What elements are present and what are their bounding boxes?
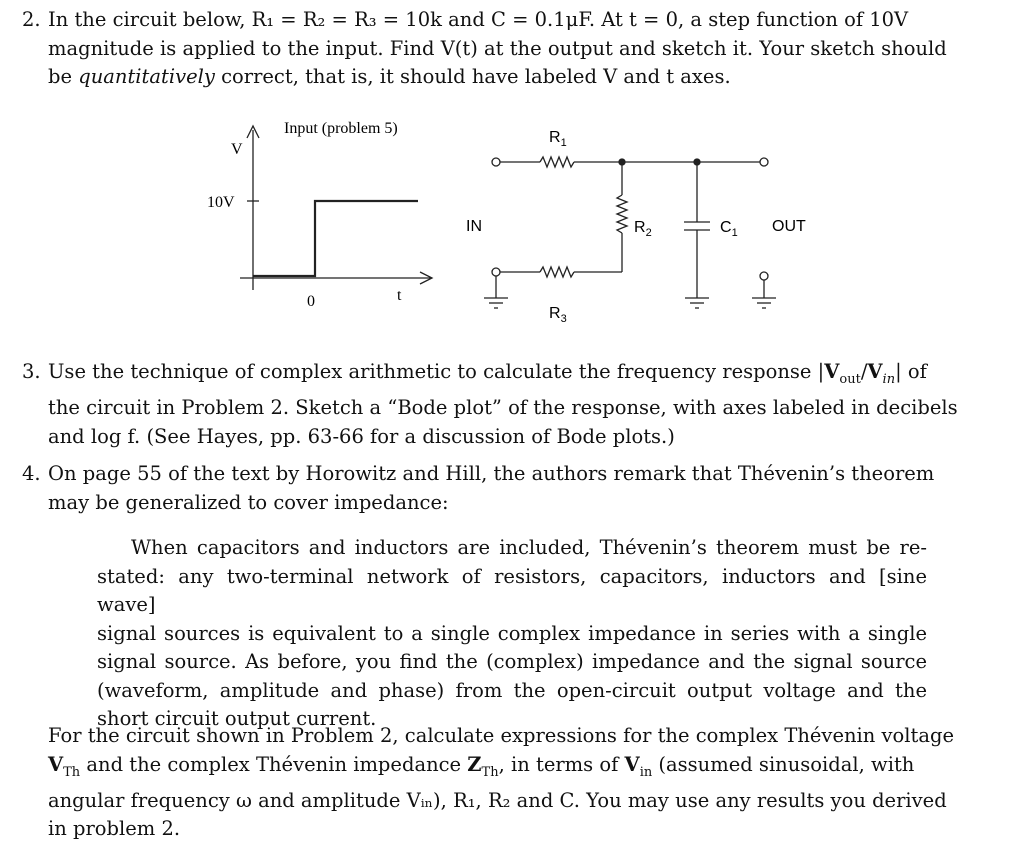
task-line-2-mid2: , in terms of (498, 752, 625, 776)
task-line-2 (48, 751, 978, 787)
problem-4-task (48, 722, 978, 844)
c1-label: $C_1$ (720, 219, 738, 239)
problem-2-line-2: magnitude is applied to the input. Find V(t) at the output and sketch it. Your sketch should (48, 36, 947, 60)
task-line-4: in problem 2. (48, 817, 181, 841)
graph-level-label: 10V (207, 194, 235, 211)
input-graph (240, 126, 432, 290)
problem-2-line-3-emphasis: quantitatively (78, 65, 215, 88)
in-label: IN (466, 218, 482, 235)
quote-line-3: signal sources is equivalent to a single complex impedance in series with a single (97, 621, 927, 645)
problem-3-line-1-post: | of (895, 360, 927, 383)
quote-line-5: (waveform, amplitude and phase) from the open-circuit output voltage and the (97, 678, 927, 702)
vout-symbol: V (824, 360, 840, 383)
problem-3-line-2: the circuit in Problem 2. Sketch a “Bode plot” of the response, with axes labeled in decibels (48, 396, 958, 420)
problem-3-line-1-pre: Use the technique of complex arithmetic to calculate the frequency response | (48, 360, 825, 383)
task-line-1: For the circuit shown in Problem 2, calculate expressions for the complex Thévenin voltage (48, 724, 955, 747)
problem-3 (22, 358, 982, 451)
resistor-r3 (540, 267, 574, 277)
vin-bold-subscript: in (639, 764, 653, 780)
r3-label: $R_3$ (549, 305, 567, 325)
zth-subscript: Th (481, 764, 499, 780)
vin-symbol: V (867, 360, 883, 383)
problem-3-number: 3. (22, 360, 41, 383)
out-label: OUT (772, 218, 806, 235)
graph-y-label: V (231, 141, 243, 158)
step-function-line (253, 201, 418, 276)
quote-line-1: When capacitors and inductors are included, Thévenin’s theorem must be re- (131, 536, 927, 559)
input-terminal-bottom (492, 268, 500, 276)
output-terminal-top (760, 158, 768, 166)
problem-2-line-3-pre: be (48, 65, 79, 88)
graph-origin-label: 0 (307, 293, 315, 310)
task-line-2-mid: and the complex Thévenin impedance (80, 752, 468, 776)
resistor-r2 (617, 195, 627, 233)
vth-symbol: V (48, 752, 64, 776)
graph-t-label: t (397, 287, 402, 304)
problem-3-line-1 (48, 358, 982, 394)
zth-symbol: Z (467, 752, 482, 776)
quote-line-6: short circuit output current. (97, 707, 377, 730)
problem-4-number: 4. (22, 462, 41, 485)
quote-line-2: stated: any two-terminal network of resistors, capacitors, inductors and [sine wave] (97, 564, 927, 616)
input-terminal-top (492, 158, 500, 166)
r2-label: $R_2$ (634, 219, 652, 239)
problem-3-line-3: and log f. (See Hayes, pp. 63-66 for a discussion of Bode plots.) (48, 424, 675, 448)
figure (0, 0, 1024, 345)
vout-subscript: out (839, 371, 861, 387)
problem-4-line-1: On page 55 of the text by Horowitz and Hill, the authors remark that Thévenin’s theorem (48, 462, 935, 485)
graph-title: Input (problem 5) (284, 120, 398, 137)
problem-2-number: 2. (22, 8, 41, 31)
problem-2-line-1: In the circuit below, R₁ = R₂ = R₃ = 10k and C = 0.1μF. At t = 0, a step function of 10V (48, 8, 909, 31)
vth-subscript: Th (63, 764, 81, 780)
output-terminal-bottom (760, 272, 768, 280)
problem-4 (22, 460, 982, 517)
problem-4-line-2: may be generalized to cover impedance: (48, 490, 449, 514)
block-quote (97, 534, 927, 734)
task-line-3: angular frequency ω and amplitude Vᵢₙ), R₁, R₂ and C. You may use any results you derived (48, 788, 947, 812)
fraction-slash: / (860, 360, 868, 383)
r1-label: $R_1$ (549, 129, 567, 149)
quote-line-4: signal source. As before, you find the (complex) impedance and the signal source (97, 650, 927, 673)
task-line-2-post: (assumed sinusoidal, with (652, 752, 915, 776)
resistor-r1 (540, 157, 574, 167)
vin-subscript: in (882, 371, 896, 387)
vin-bold-symbol: V (624, 752, 640, 776)
problem-2-line-3-post: correct, that is, it should have labeled V and t axes. (214, 65, 731, 88)
